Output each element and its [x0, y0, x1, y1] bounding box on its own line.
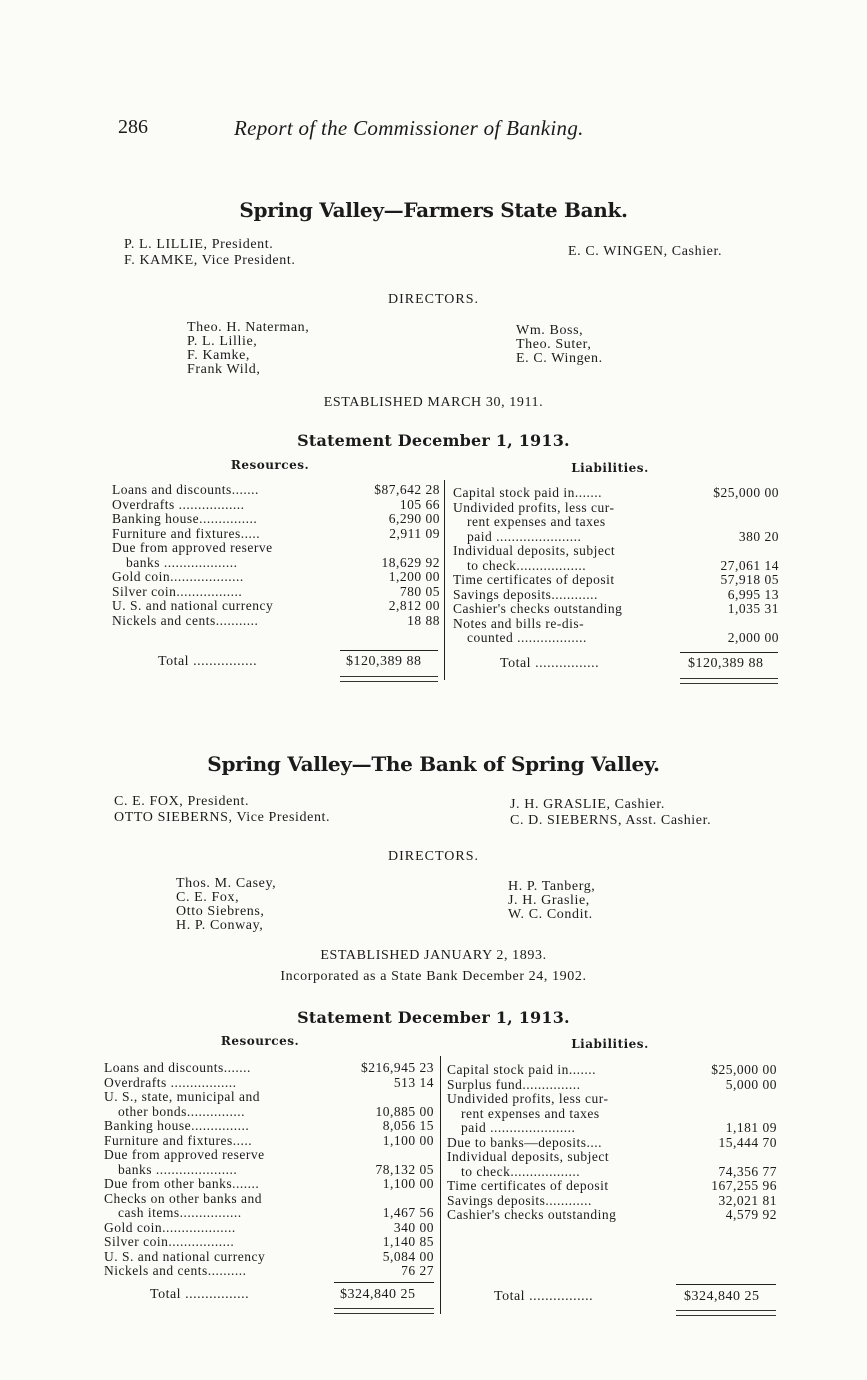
resource-label: cash items................ [118, 1206, 242, 1220]
liability-amount: 167,255 96 [711, 1178, 777, 1193]
liability-amount: 5,000 00 [725, 1076, 777, 1092]
liability-amount: 74,356 77 [718, 1163, 777, 1179]
director-name: H. P. Conway, [176, 918, 264, 933]
resource-label: other bonds............... [118, 1104, 245, 1119]
resource-label: Nickels and cents........... [112, 613, 259, 628]
resource-amount: 8,056 15 [382, 1118, 434, 1133]
director-name: Otto Siebrens, [176, 904, 265, 919]
liabilities-list [453, 486, 779, 646]
liability-row [447, 1107, 777, 1122]
resource-row [104, 1119, 434, 1134]
liability-amount: 32,021 81 [718, 1192, 777, 1208]
liabilities-list [447, 1063, 777, 1223]
established-date: ESTABLISHED JANUARY 2, 1893. [320, 948, 547, 963]
resource-amount: 1,467 56 [382, 1205, 434, 1220]
resource-label: Due from approved reserve [112, 541, 273, 555]
director-name: Theo. Suter, [516, 337, 592, 352]
resource-label: Gold coin................... [104, 1220, 236, 1235]
liabilities-heading: Liabilities. [571, 461, 649, 475]
liabilities-heading: Liabilities. [571, 1037, 649, 1051]
resource-row [104, 1235, 434, 1250]
liabilities-total-amount: $324,840 25 [684, 1289, 760, 1304]
liability-row [453, 501, 779, 516]
resource-label: Loans and discounts....... [112, 483, 259, 497]
resources-total-row [150, 1287, 249, 1303]
resource-row [104, 1163, 434, 1178]
officer-line: OTTO SIEBERNS, Vice President. [114, 810, 331, 825]
liability-row [447, 1208, 777, 1223]
liability-row [447, 1121, 777, 1136]
liability-label: Individual deposits, subject [447, 1150, 610, 1164]
resource-row [104, 1076, 434, 1091]
liability-label: Cashier's checks outstanding [453, 602, 623, 616]
liability-row [453, 617, 779, 632]
double-rule [680, 678, 778, 684]
director-name: Frank Wild, [187, 362, 261, 377]
resource-amount: 2,911 09 [389, 525, 440, 541]
resource-row [104, 1105, 434, 1120]
liability-row [447, 1165, 777, 1180]
liability-label: Individual deposits, subject [453, 544, 616, 558]
liability-amount: 57,918 05 [720, 572, 779, 587]
director-name: J. H. Graslie, [508, 893, 590, 908]
directors-heading: DIRECTORS. [387, 292, 480, 307]
liability-label: paid ...................... [467, 529, 582, 544]
director-name: Thos. M. Casey, [176, 876, 277, 891]
liability-label: Savings deposits............ [453, 587, 598, 602]
resource-amount: 1,100 00 [382, 1176, 434, 1191]
liability-row [453, 602, 779, 617]
director-name: F. Kamke, [187, 348, 250, 363]
incorporated-note: Incorporated as a State Bank December 24, 1902. [280, 969, 587, 984]
resource-amount: 105 66 [399, 496, 440, 512]
liability-amount: 1,035 31 [727, 601, 779, 616]
liability-row [453, 588, 779, 603]
liability-label: Capital stock paid in....... [447, 1063, 596, 1077]
resource-row [112, 527, 440, 542]
resources-heading: Resources. [230, 458, 310, 472]
resources-heading: Resources. [220, 1034, 300, 1048]
liability-label: Notes and bills re-dis- [453, 616, 585, 631]
officer-line: C. E. FOX, President. [114, 794, 250, 809]
liability-label: Surplus fund............... [447, 1077, 581, 1092]
resource-label: Silver coin................. [104, 1235, 235, 1249]
liability-label: Undivided profits, less cur- [447, 1092, 609, 1106]
liability-row [453, 573, 779, 588]
bank-title: Spring Valley—Farmers State Bank. [239, 198, 628, 222]
sum-rule [680, 652, 778, 653]
resource-amount: 5,084 00 [382, 1248, 434, 1264]
resource-row [112, 541, 440, 556]
resource-label: banks ..................... [118, 1162, 238, 1177]
liability-row [453, 631, 779, 646]
liability-label: rent expenses and taxes [461, 1106, 600, 1121]
resource-row [104, 1206, 434, 1221]
sum-rule [334, 1282, 434, 1283]
liability-row [453, 486, 779, 501]
liabilities-total-amount: $120,389 88 [688, 656, 764, 671]
resource-amount: 340 00 [393, 1219, 434, 1235]
resource-amount: $216,945 23 [361, 1060, 434, 1075]
liability-label: to check.................. [461, 1164, 581, 1179]
double-rule [334, 1308, 434, 1314]
liability-row [447, 1078, 777, 1093]
resource-label: banks ................... [126, 555, 238, 570]
director-name: P. L. Lillie, [187, 334, 258, 349]
liabilities-total-row [500, 656, 599, 672]
resource-row [104, 1148, 434, 1163]
liability-row [447, 1150, 777, 1165]
resource-row [112, 556, 440, 571]
liability-label: Undivided profits, less cur- [453, 500, 615, 515]
resource-label: Loans and discounts....... [104, 1061, 251, 1075]
liability-amount: 380 20 [738, 528, 779, 544]
resource-row [112, 570, 440, 585]
resources-list [104, 1061, 434, 1279]
officer-line: P. L. LILLIE, President. [124, 237, 274, 252]
liability-label: rent expenses and taxes [467, 515, 606, 529]
resource-amount: 513 14 [393, 1074, 434, 1090]
resource-label: Overdrafts ................. [104, 1075, 237, 1090]
liability-amount: 4,579 92 [725, 1207, 777, 1222]
resource-label: Due from other banks....... [104, 1177, 260, 1191]
resource-label: Banking house............... [112, 512, 258, 526]
double-rule [340, 676, 438, 682]
resource-amount: 18,629 92 [381, 554, 440, 570]
liability-label: Time certificates of deposit [453, 573, 615, 587]
liability-label: Due to banks—deposits.... [447, 1135, 602, 1150]
officers-left [124, 237, 295, 269]
resource-amount: 1,140 85 [382, 1234, 434, 1249]
director-name: C. E. Fox, [176, 890, 240, 905]
liability-row [453, 515, 779, 530]
officers-right [568, 244, 722, 260]
officers-right [510, 797, 711, 829]
resource-label: Silver coin................. [112, 584, 243, 599]
total-label: Total ................ [494, 1289, 594, 1304]
liability-label: paid ...................... [461, 1121, 576, 1135]
liability-label: Savings deposits............ [447, 1193, 592, 1208]
double-rule [676, 1310, 776, 1316]
resource-amount: 2,812 00 [388, 598, 440, 613]
resource-amount: 76 27 [401, 1263, 434, 1278]
resource-row [104, 1061, 434, 1076]
resource-row [112, 614, 440, 629]
total-label: Total ................ [150, 1287, 250, 1302]
resource-label: Gold coin................... [112, 570, 244, 584]
running-title: Report of the Commissioner of Banking. [234, 116, 584, 140]
resource-row [112, 498, 440, 513]
page-number: 286 [118, 116, 148, 138]
sum-rule [340, 650, 438, 651]
bank-title: Spring Valley—The Bank of Spring Valley. [207, 752, 660, 776]
resources-total-amount: $120,389 88 [346, 654, 422, 669]
resource-row [104, 1264, 434, 1279]
column-divider [444, 480, 445, 680]
statement-heading: Statement December 1, 1913. [297, 431, 570, 450]
liability-amount: 15,444 70 [718, 1134, 777, 1150]
total-label: Total ................ [158, 654, 258, 669]
liability-row [447, 1194, 777, 1209]
liability-row [447, 1092, 777, 1107]
liability-label: counted .................. [467, 631, 587, 645]
directors-left [187, 321, 309, 377]
resource-row [112, 599, 440, 614]
resource-amount: $87,642 28 [374, 482, 440, 497]
resource-row [112, 585, 440, 600]
director-name: Wm. Boss, [516, 323, 584, 338]
resource-amount: 1,200 00 [388, 569, 440, 584]
resource-label: Overdrafts ................. [112, 497, 245, 512]
liability-amount: 2,000 00 [727, 630, 779, 645]
resource-label: Banking house............... [104, 1119, 250, 1133]
resource-amount: 78,132 05 [375, 1161, 434, 1177]
director-name: W. C. Condit. [508, 907, 593, 922]
officer-line: C. D. SIEBERNS, Asst. Cashier. [510, 813, 712, 828]
statement-heading: Statement December 1, 1913. [297, 1008, 570, 1027]
liability-label: Capital stock paid in....... [453, 486, 602, 500]
officer-line: F. KAMKE, Vice President. [124, 253, 296, 268]
liability-label: Cashier's checks outstanding [447, 1208, 617, 1222]
resource-label: Nickels and cents.......... [104, 1264, 247, 1278]
liability-amount: 6,995 13 [727, 586, 779, 602]
resource-label: Furniture and fixtures..... [104, 1133, 253, 1148]
sum-rule [676, 1284, 776, 1285]
liability-row [453, 530, 779, 545]
resource-label: Checks on other banks and [104, 1191, 262, 1206]
resource-row [104, 1090, 434, 1105]
resource-row [104, 1177, 434, 1192]
liability-amount: 27,061 14 [720, 557, 779, 573]
resource-amount: 10,885 00 [375, 1103, 434, 1119]
resources-total-amount: $324,840 25 [340, 1287, 416, 1302]
total-label: Total ................ [500, 656, 600, 671]
directors-right [508, 880, 595, 922]
director-name: H. P. Tanberg, [508, 879, 596, 894]
liability-row [453, 559, 779, 574]
resource-label: U. S. and national currency [104, 1249, 266, 1264]
running-head [118, 116, 678, 146]
liability-row [447, 1179, 777, 1194]
directors-right [516, 324, 603, 366]
liabilities-total-row [494, 1289, 593, 1305]
liability-label: Time certificates of deposit [447, 1179, 609, 1193]
resource-label: Furniture and fixtures..... [112, 526, 261, 541]
resource-row [104, 1192, 434, 1207]
liability-label: to check.................. [467, 558, 587, 573]
resource-row [112, 512, 440, 527]
resource-row [112, 483, 440, 498]
column-divider [440, 1056, 441, 1314]
resource-amount: 6,290 00 [388, 511, 440, 526]
resource-row [104, 1221, 434, 1236]
resource-label: U. S., state, municipal and [104, 1090, 260, 1104]
director-name: Theo. H. Naterman, [187, 320, 310, 335]
officer-line: E. C. WINGEN, Cashier. [568, 244, 723, 259]
liability-amount: 1,181 09 [725, 1120, 777, 1135]
liability-row [447, 1063, 777, 1078]
directors-left [176, 877, 276, 933]
liability-row [447, 1136, 777, 1151]
directors-heading: DIRECTORS. [387, 849, 480, 864]
resource-label: U. S. and national currency [112, 599, 274, 613]
liability-row [453, 544, 779, 559]
resource-row [104, 1250, 434, 1265]
resource-row [104, 1134, 434, 1149]
resource-amount: 780 05 [399, 583, 440, 599]
resources-list [112, 483, 440, 628]
officer-line: J. H. GRASLIE, Cashier. [510, 797, 665, 812]
liability-amount: $25,000 00 [711, 1062, 777, 1077]
liability-amount: $25,000 00 [713, 485, 779, 500]
resource-label: Due from approved reserve [104, 1148, 265, 1162]
established-date: ESTABLISHED MARCH 30, 1911. [323, 395, 544, 410]
officers-left [114, 794, 330, 826]
resources-total-row [158, 654, 257, 670]
director-name: E. C. Wingen. [516, 351, 603, 366]
resource-amount: 1,100 00 [382, 1132, 434, 1148]
resource-amount: 18 88 [407, 612, 440, 628]
